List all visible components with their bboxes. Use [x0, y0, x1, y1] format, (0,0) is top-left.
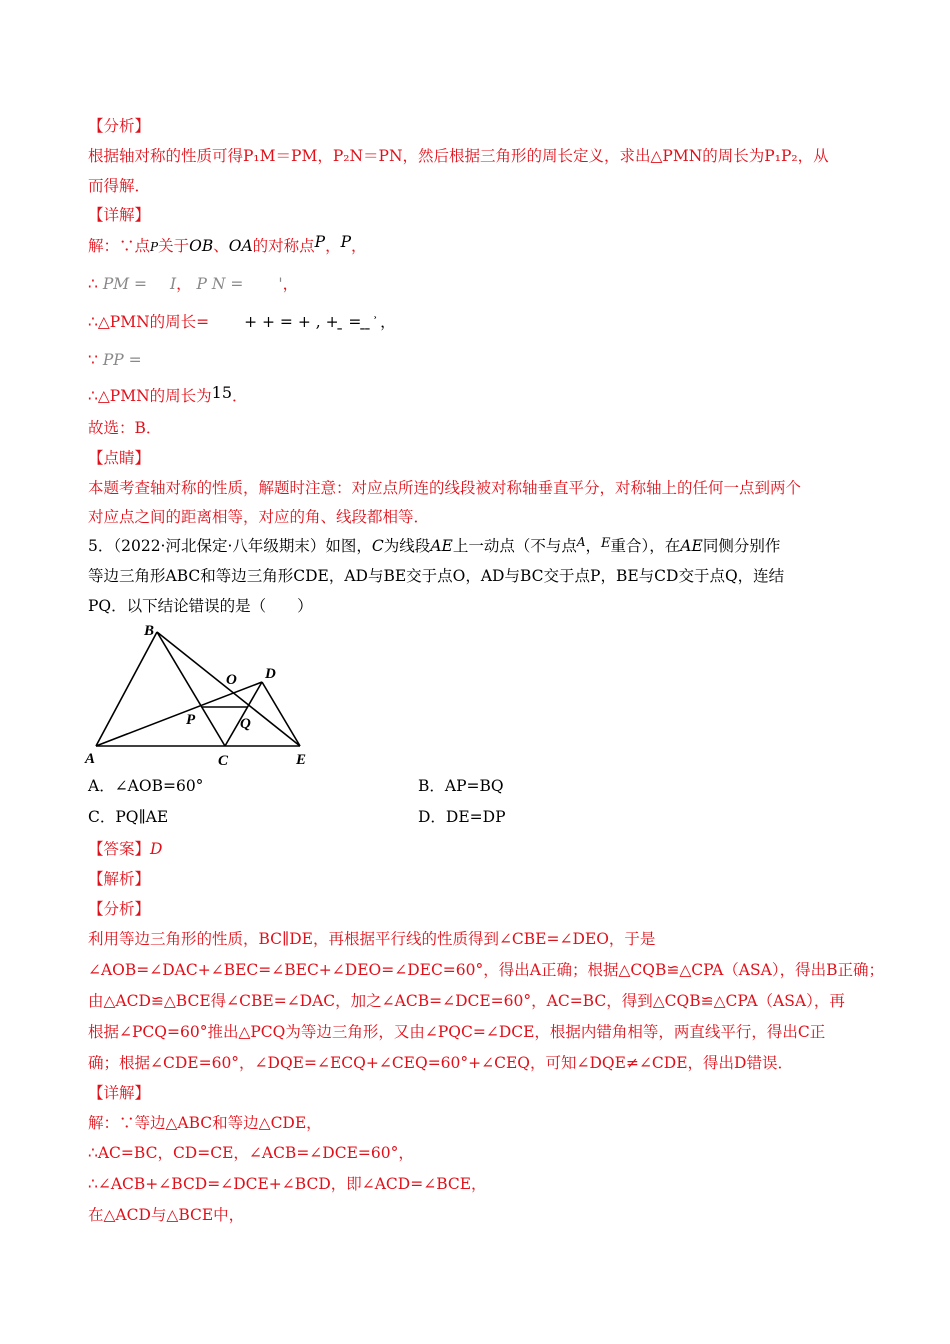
s1-dun: 、: [213, 237, 229, 255]
label-d: D: [265, 666, 276, 682]
q5-analysis-line-4: 根据∠PCQ=60°推出△PCQ为等边三角形，又由∠PQC=∠DCE，根据内错角相等，两直线平行，得出C正: [88, 1023, 826, 1041]
s1-guanyu: 关于: [158, 237, 190, 255]
detail-tag: 【详解】: [88, 206, 151, 224]
s1-p2: P: [340, 233, 352, 251]
label-q: Q: [240, 716, 251, 732]
q5-l1i: 重合），在: [610, 537, 681, 555]
label-p: P: [186, 712, 196, 728]
s2-i: I: [169, 275, 177, 293]
choice-line: 故选：B．: [88, 419, 162, 437]
s3-text: ∴△PMN的周长=: [88, 313, 210, 331]
label-c: C: [218, 753, 229, 769]
option-b: B．AP=BQ: [418, 777, 504, 795]
s1-comma: ，: [325, 237, 341, 255]
q5-l1a: 5．（2022·河北保定·八年级期末）如图，: [88, 537, 372, 555]
s2-comma: ，: [176, 275, 192, 293]
q5-detail-line-1: 解：∵等边△ABC和等边△CDE，: [88, 1114, 322, 1132]
s1-ob: OB: [189, 237, 214, 255]
s5-text: ∴△PMN的周长为: [88, 387, 212, 405]
s4-because: ∵: [88, 351, 98, 369]
s1-text: 解：∵点: [88, 237, 151, 255]
q5-detail-line-4: 在△ACD与△BCE中，: [88, 1206, 245, 1224]
q5-l1b: C: [371, 537, 384, 555]
s1-p: P: [150, 240, 159, 254]
comment-line-2: 对应点之间的距离相等，对应的角、线段都相等．: [88, 508, 430, 526]
s1-comma2: ，: [351, 237, 367, 255]
s4-pp: PP =: [102, 351, 142, 369]
option-a: A．∠AOB=60°: [88, 777, 204, 795]
q5-line-1: [88, 536, 780, 558]
comment-tag: 【点睛】: [88, 449, 151, 467]
s2-tick: ': [278, 275, 283, 293]
s5-value: 15: [211, 383, 233, 402]
answer-line: [88, 839, 162, 859]
s2-pm: PM =: [102, 275, 148, 293]
solution-line-2: [88, 274, 298, 294]
s1-oa: OA: [228, 237, 253, 255]
label-e: E: [296, 752, 307, 768]
q5-detail-line-3: ∴∠ACB+∠BCD=∠DCE+∠BCD，即∠ACD=∠BCE，: [88, 1175, 487, 1193]
label-a: A: [85, 751, 96, 767]
label-o: O: [226, 672, 237, 688]
q5-analysis-line-1: 利用等边三角形的性质，BC∥DE，再根据平行线的性质得到∠CBE=∠DEO，于是: [88, 930, 656, 948]
q5-line-3: PQ．以下结论错误的是（ ）: [88, 597, 313, 615]
s2-therefore: ∴: [88, 275, 98, 293]
q5-analysis-tag: 【分析】: [88, 900, 151, 918]
q5-l1c: 为线段: [383, 537, 431, 555]
solution-line-5: [88, 383, 248, 406]
q5-l1e: 上一动点（不与点: [452, 537, 577, 555]
q5-analysis-line-5: 确；根据∠CDE=60°，∠DQE=∠ECQ+∠CEQ=60°+∠CEQ，可知∠DQE≠∠CDE，得出D错误．: [88, 1054, 793, 1072]
q5-detail-line-2: ∴AC=BC，CD=CE，∠ACB=∠DCE=60°，: [88, 1144, 414, 1162]
s1-duichen: 的对称点: [252, 237, 315, 255]
q5-analysis-line-3: 由△ACD≌△BCE得∠CBE=∠DAC，加之∠ACB=∠DCE=60°，AC=BC，得到△CQB≌△CPA（ASA），再: [88, 992, 845, 1010]
q5-l1k: 同侧分别作: [702, 537, 781, 555]
s2-comma2: ，: [282, 275, 299, 293]
analysis-tag: 【分析】: [88, 117, 151, 135]
answer-value: D: [150, 840, 163, 858]
s1-p1: P: [314, 233, 326, 251]
q5-l1g: ，: [585, 537, 602, 555]
q5-l1f: A: [576, 535, 586, 549]
q5-line-2: 等边三角形ABC和等边三角形CDE，AD与BE交于点O，AD与BC交于点P，BE与CD交于点Q，连结: [88, 567, 785, 585]
s2-pn: P N =: [196, 275, 244, 293]
solution-line-4: [88, 350, 142, 370]
q5-detail-tag: 【详解】: [88, 1084, 151, 1102]
option-c: C．PQ∥AE: [88, 808, 169, 826]
q5-analysis-line-2: ∠AOB=∠DAC+∠BEC=∠BEC+∠DEO=∠DEC=60°，得出A正确；根据△CQB≌△CPA（ASA），得出B正确；: [88, 961, 884, 979]
q5-jiexi-tag: 【解析】: [88, 870, 151, 888]
solution-line-3: [88, 312, 396, 332]
s3-expr: + + = + , + ̱ = ̱ ̱ ͐ ，: [244, 313, 396, 331]
comment-line-1: 本题考查轴对称的性质，解题时注意：对应点所连的线段被对称轴垂直平分，对称轴上的任何一点到两个: [88, 479, 802, 497]
analysis-line-1: 根据轴对称的性质可得P₁M＝PM，P₂N＝PN，然后根据三角形的周长定义，求出△PMN的周长为P₁P₂，从: [88, 147, 829, 165]
geometry-figure: [80, 620, 320, 770]
option-d: D．DE=DP: [418, 808, 506, 826]
solution-line-1: [88, 233, 367, 257]
s5-period: ．: [232, 387, 248, 405]
q5-l1j: AE: [680, 537, 703, 555]
analysis-line-2: 而得解．: [88, 177, 151, 195]
label-b: B: [144, 623, 155, 639]
q5-l1h: E: [601, 536, 611, 551]
answer-tag: 【答案】: [88, 840, 151, 858]
q5-l1d: AE: [430, 537, 453, 555]
